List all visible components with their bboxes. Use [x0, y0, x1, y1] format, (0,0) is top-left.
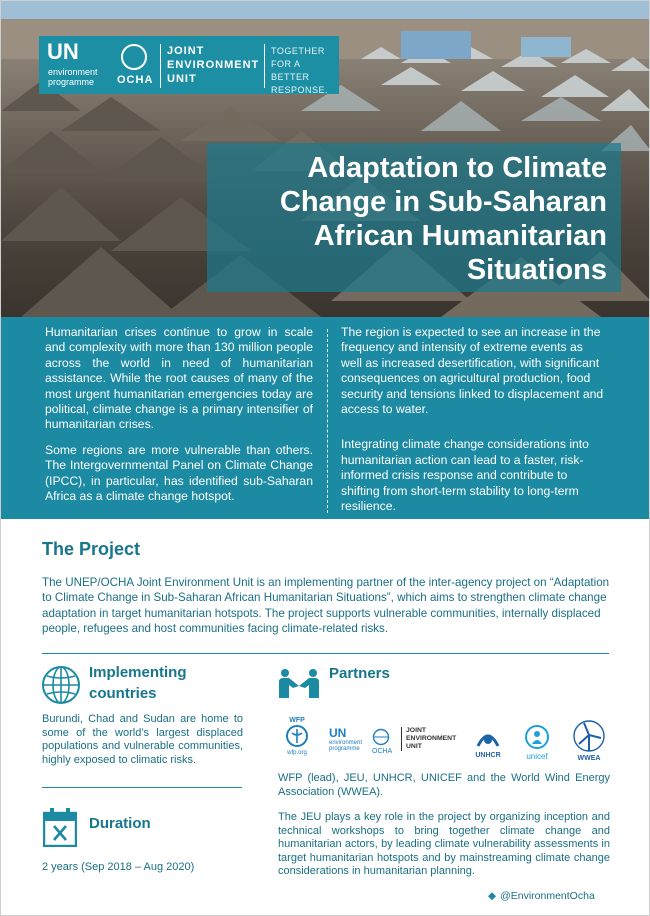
- intro-right-column: [341, 325, 607, 524]
- tagline-text: TOGETHER FOR A BETTER RESPONSE.: [271, 46, 329, 95]
- wfp-logo: [279, 717, 315, 756]
- logo-divider: [160, 44, 161, 88]
- project-description: The UNEP/OCHA Joint Environment Unit is an implementing partner of the inter-agency project on “Adaptation to Climate Change in Sub-Saharan African Humanitarian Situations”, which aims to strengthen climate change adaptation in target humanitarian hotspots. The project supports vulnerable communities, internally displaced people, refugees and host communities facing climate-related risks.: [42, 576, 610, 636]
- partners-list: WFP (lead), JEU, UNHCR, UNICEF and the World Wind Energy Association (WWEA).: [278, 772, 610, 798]
- un-logo-subtitle: environment programme: [329, 740, 363, 752]
- unicef-logo: [522, 724, 552, 761]
- un-environment-partner-logo: [329, 726, 367, 752]
- implementing-description: Burundi, Chad and Sudan are home to some of the world’s largest displaced populations and vulnerable communities, highly exposed to climatic risks.: [42, 713, 243, 766]
- globe-icon: [41, 665, 81, 705]
- wind-turbine-icon: [572, 719, 606, 753]
- un-logo-text: UN: [329, 726, 347, 740]
- jeu-logo-text: JOINT ENVIRONMENT UNIT: [167, 45, 260, 85]
- wwea-logo-text: WWEA: [577, 755, 601, 762]
- ocha-emblem-icon: [372, 728, 390, 746]
- column-divider: [327, 329, 328, 513]
- duration-heading: Duration: [89, 815, 151, 832]
- logo-divider: [264, 44, 265, 88]
- calendar-icon: [43, 807, 77, 847]
- ocha-partner-logo: [372, 728, 392, 755]
- handshake-icon: [277, 668, 321, 698]
- project-heading: The Project: [42, 539, 141, 559]
- wfp-logo-text: WFP: [289, 717, 305, 724]
- wfp-url-text: wfp.org: [287, 750, 307, 756]
- partner-logos-row: [277, 717, 613, 767]
- ocha-logo-text: OCHA: [372, 748, 393, 755]
- hero-photo: [1, 1, 650, 317]
- intro-paragraph: Some regions are more vulnerable than others. The Intergovernmental Panel on Climate Change (IPCC), in particular, has identified sub-Saharan Africa as a climate change hotspot.: [45, 442, 313, 504]
- duration-value: 2 years (Sep 2018 – Aug 2020): [42, 861, 195, 873]
- intro-paragraph: Integrating climate change considerations into humanitarian action can lead to a faster, risk-informed crisis response and contribute to shifting from short-term stability to long-term resilience.: [341, 437, 589, 514]
- intro-paragraph: Humanitarian crises continue to grow in scale and complexity with more than 130 million people across the world in need of humanitarian assistance. While the root causes of many of the most urgent humanitarian emergencies today are political, climate change is a primary intensifier of humanitarian crises.: [45, 325, 313, 432]
- twitter-icon: ◆: [488, 890, 497, 902]
- jeu-partner-logo: JOINT ENVIRONMENT UNIT: [401, 727, 460, 751]
- un-emblem-icon: [121, 44, 147, 70]
- partner-logo-banner: [39, 36, 339, 94]
- title-overlay: [207, 143, 621, 292]
- section-divider: [42, 787, 242, 788]
- intro-band: [1, 317, 650, 519]
- un-environment-logo: UN: [47, 39, 79, 64]
- un-environment-subtitle: environment programme: [48, 67, 98, 87]
- jeu-role-description: The JEU plays a key role in the project by organizing inception and technical workshops to bring together climate change and humanitarian actors, by leading climate vulnerability assessments in target humanitarian hotspots and by mainstreaming climate change considerations in humanitarian planning.: [278, 811, 610, 878]
- section-divider: [42, 653, 609, 654]
- twitter-handle[interactable]: [488, 890, 595, 902]
- intro-paragraph: The region is expected to see an increase in the frequency and intensity of extreme events as well as increased desertification, with significant consequences on agricultural production, food security and tensions linked to displacement and access to water.: [341, 325, 604, 417]
- partners-heading: Partners: [329, 665, 390, 682]
- unhcr-logo: [473, 724, 503, 759]
- intro-left-column: [45, 325, 313, 514]
- unhcr-logo-text: UNHCR: [475, 752, 501, 759]
- wfp-emblem-icon: [283, 724, 311, 748]
- twitter-handle-text: @EnvironmentOcha: [500, 890, 595, 902]
- unicef-logo-text: unicef: [526, 752, 548, 761]
- page-title: Adaptation to Climate Change in Sub-Saharan African Humanitarian Situations: [279, 152, 607, 286]
- unicef-emblem-icon: [523, 724, 551, 750]
- ocha-logo-text: OCHA: [117, 74, 154, 86]
- wwea-logo: [572, 719, 606, 762]
- implementing-heading: Implementing countries: [89, 664, 187, 702]
- unhcr-emblem-icon: [474, 724, 502, 750]
